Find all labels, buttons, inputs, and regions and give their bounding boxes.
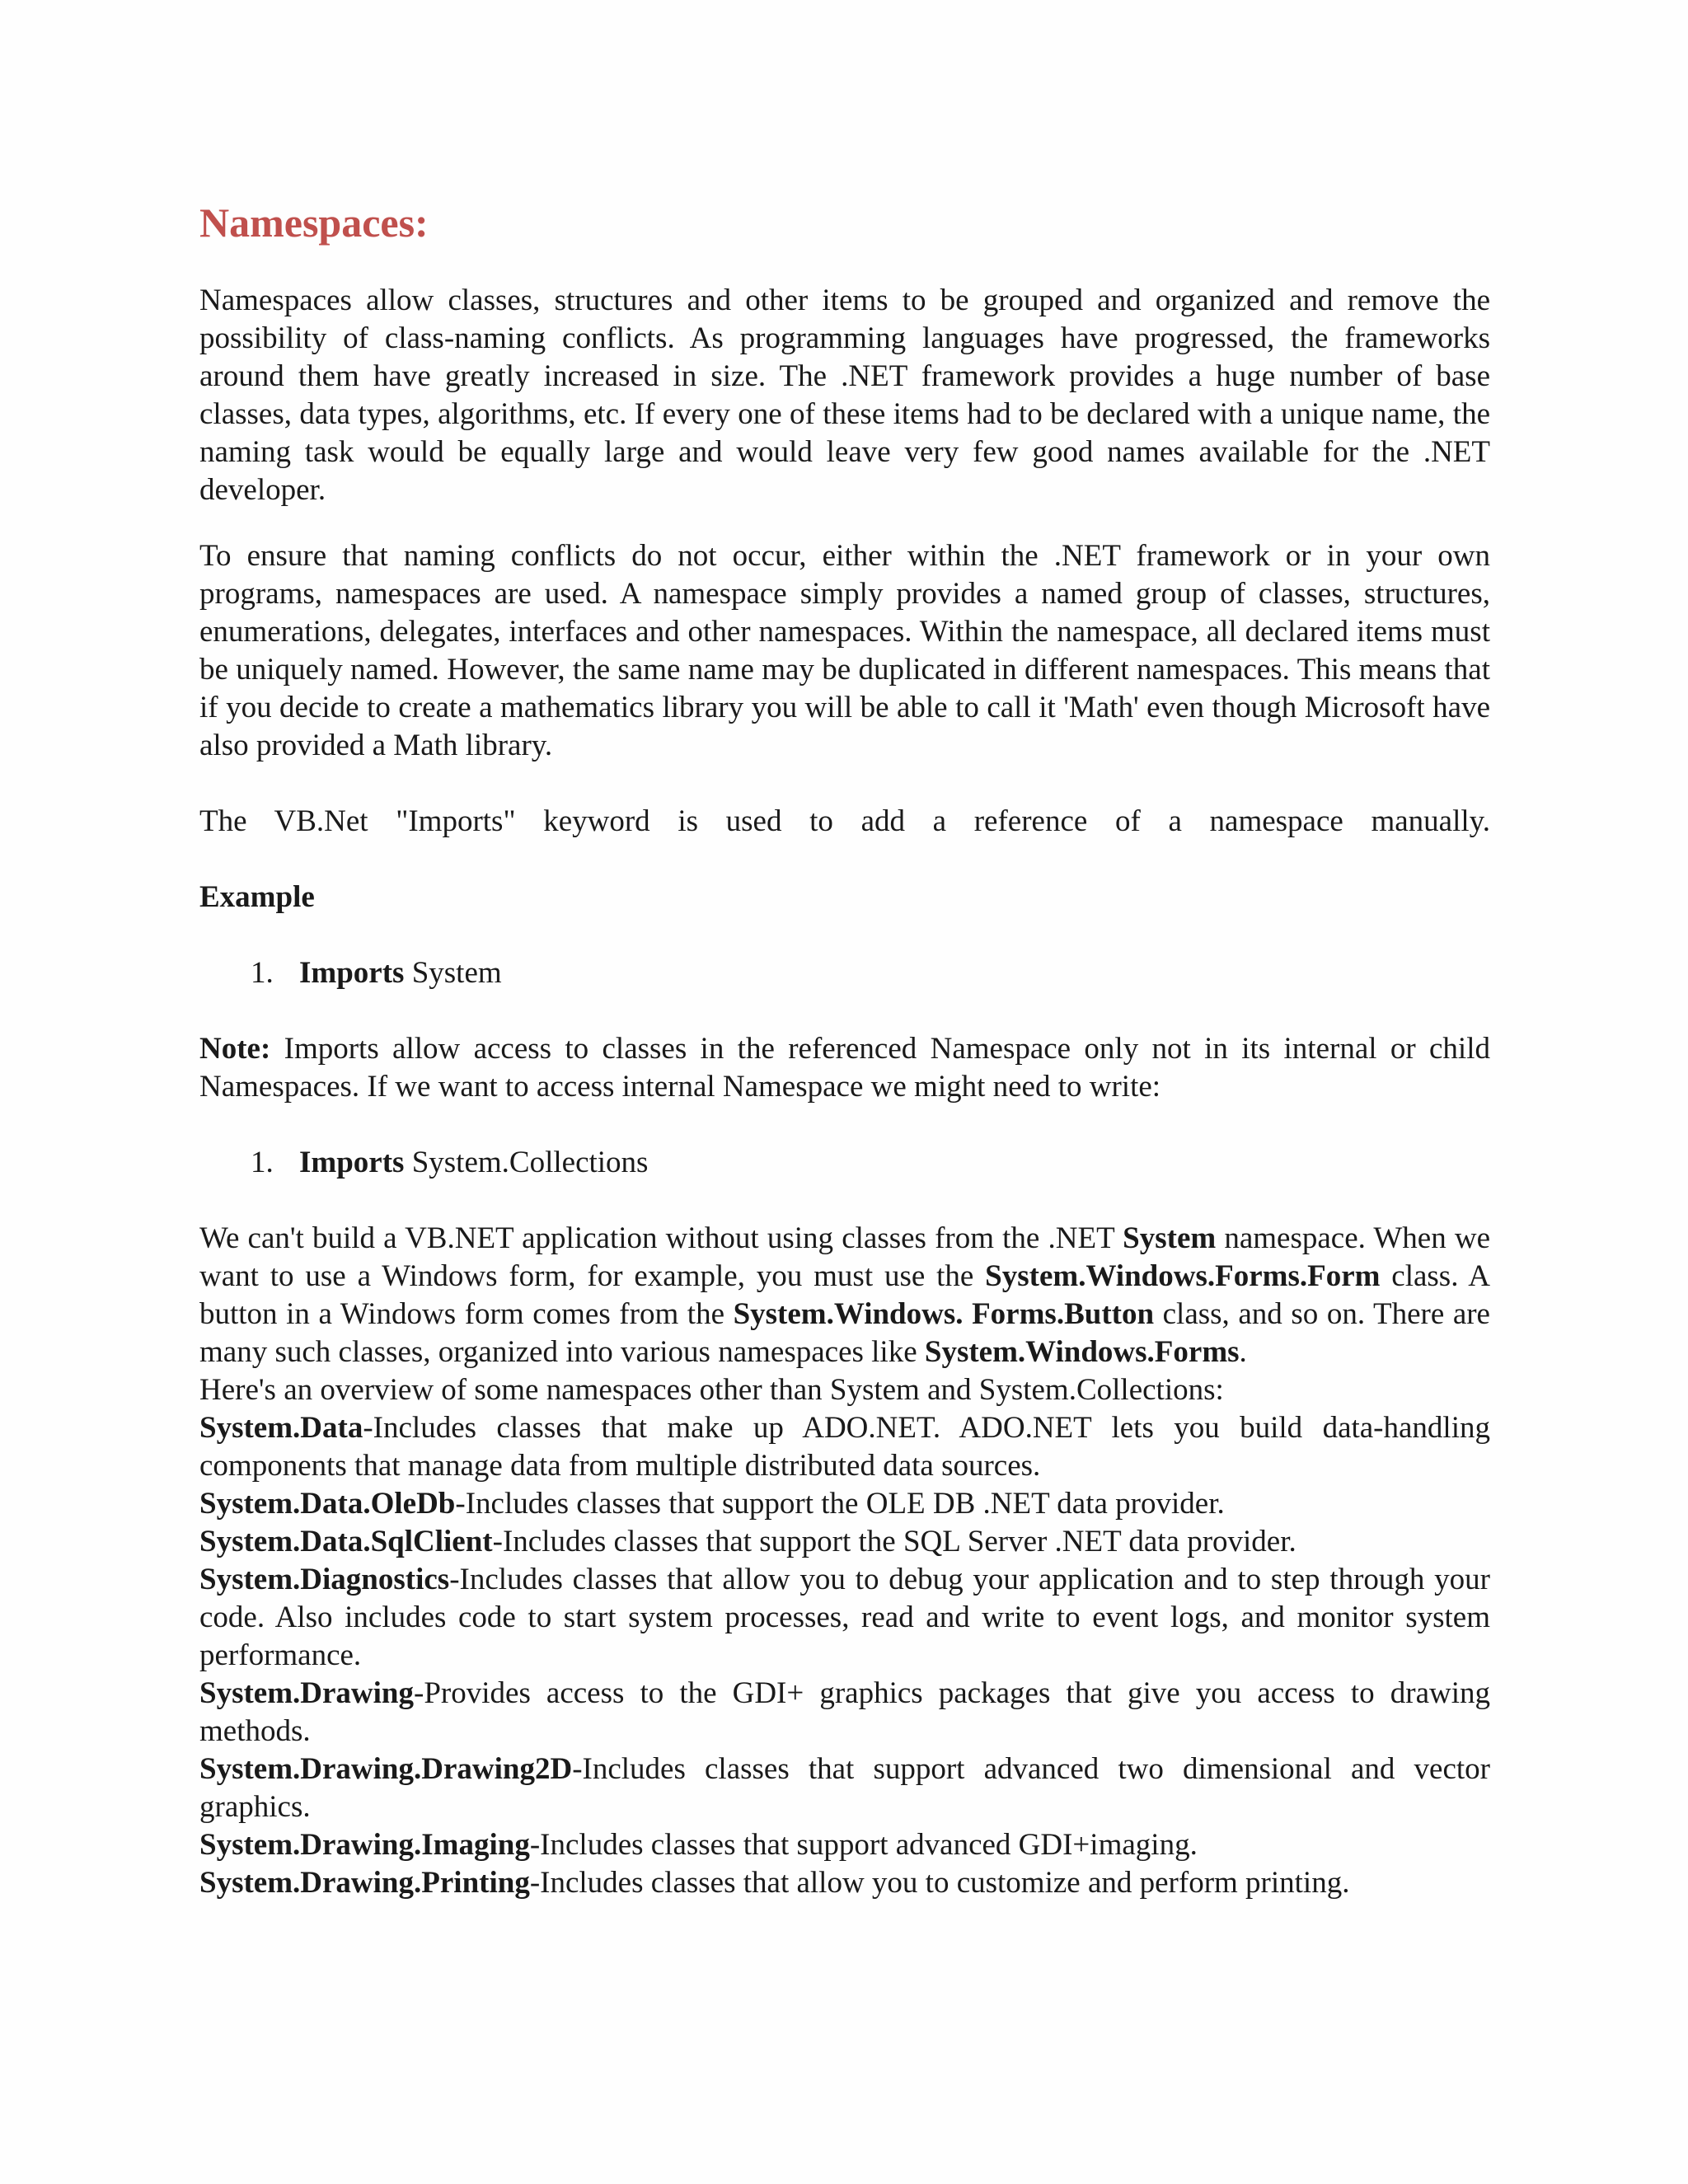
namespace-entry <box>199 1485 1490 1523</box>
namespace-entry <box>199 1675 1490 1750</box>
text-run: We can't build a VB.NET application without using classes from the .NET <box>199 1221 1123 1255</box>
namespace-name: System.Diagnostics <box>199 1563 450 1596</box>
namespace-entry <box>199 1826 1490 1864</box>
namespace-desc: -Includes classes that support the SQL Server .NET data provider. <box>492 1525 1296 1558</box>
note-paragraph <box>199 1030 1490 1106</box>
namespace-desc: -Includes classes that support the OLE DB .NET data provider. <box>455 1487 1225 1521</box>
imports-keyword: Imports <box>299 956 405 990</box>
page-title: Namespaces: <box>199 199 429 246</box>
namespace-entry <box>199 1523 1490 1561</box>
namespace-desc: -Includes classes that allow you to debug your application and to step through your code. Also includes code to start system processes, read and write to event logs, and monitor system performance. <box>199 1563 1490 1672</box>
list-number: 1. <box>251 956 274 990</box>
note-label: Note: <box>199 1032 271 1066</box>
bold-term: System.Windows. Forms.Button <box>733 1297 1155 1331</box>
namespace-name: System.Drawing.Drawing2D <box>199 1752 573 1786</box>
imports-keyword-paragraph: The VB.Net "Imports" keyword is used to add a reference of a namespace manually. <box>199 804 1490 838</box>
namespace-desc: -Provides access to the GDI+ graphics packages that give you access to drawing methods. <box>199 1676 1490 1748</box>
namespace-name: System.Drawing.Imaging <box>199 1828 530 1862</box>
namespace-desc: -Includes classes that make up ADO.NET. ADO.NET lets you build data-handling components that manage data from multiple distributed data sources. <box>199 1411 1490 1483</box>
bold-term: System <box>1123 1221 1217 1255</box>
namespace-name: System.Data <box>199 1411 363 1445</box>
intro-paragraph: Namespaces allow classes, structures and other items to be grouped and organized and remove the possibility of class-naming conflicts. As programming languages have progressed, the frameworks around them have greatly increased in size. The .NET framework provides a huge number of base classes, data types, algorithms, etc. If every one of these items had to be declared with a unique name, the naming task would be equally large and would leave very few good names available for the .NET developer. <box>199 284 1490 507</box>
namespace-name: System.Drawing.Printing <box>199 1866 530 1900</box>
namespace-desc: -Includes classes that support advanced GDI+imaging. <box>529 1828 1198 1862</box>
bold-term: System.Windows.Forms.Form <box>985 1259 1381 1293</box>
code-text: System.Collections <box>404 1146 649 1179</box>
document-content <box>199 198 1490 1902</box>
code-line-1 <box>199 954 1490 992</box>
code-line-2 <box>199 1144 1490 1182</box>
build-paragraph <box>199 1220 1490 1371</box>
imports-keyword: Imports <box>299 1146 405 1179</box>
namespace-desc: -Includes classes that support advanced two dimensional and vector graphics. <box>199 1752 1490 1824</box>
namespace-entry <box>199 1750 1490 1826</box>
example-heading: Example <box>199 880 315 914</box>
namespace-list <box>199 1409 1490 1902</box>
namespace-name: System.Data.OleDb <box>199 1487 456 1521</box>
code-text: System <box>404 956 502 990</box>
text-run: namespace. When we want to use a Windows form, for example, you must use the <box>199 1221 1491 1293</box>
namespace-entry <box>199 1561 1490 1675</box>
text-run: class, and so on. There are many such classes, organized into various namespaces like <box>199 1297 1490 1369</box>
namespace-desc: -Includes classes that allow you to customize and perform printing. <box>529 1866 1350 1900</box>
namespace-entry <box>199 1864 1490 1902</box>
namespace-name: System.Data.SqlClient <box>199 1525 493 1558</box>
bold-term: System.Windows.Forms <box>924 1335 1240 1369</box>
naming-conflicts-paragraph: To ensure that naming conflicts do not occur, either within the .NET framework or in your own programs, namespaces are used. A namespace simply provides a named group of classes, structures, enumerations, delegates, interfaces and other namespaces. Within the namespace, all declared items must be uniquely named. However, the same name may be duplicated in different namespaces. This means that if you decide to create a mathematics library you will be able to call it 'Math' even though Microsoft have also provided a Math library. <box>199 539 1490 762</box>
text-run: . <box>1239 1335 1247 1369</box>
overview-line: Here's an overview of some namespaces other than System and System.Collections: <box>199 1373 1224 1407</box>
note-text: Imports allow access to classes in the referenced Namespace only not in its internal or child Namespaces. If we want to access internal Namespace we might need to write: <box>199 1032 1490 1104</box>
text-run: class. A button in a Windows form comes from the <box>199 1259 1490 1331</box>
list-number: 1. <box>251 1146 274 1179</box>
namespace-entry <box>199 1409 1490 1485</box>
namespace-name: System.Drawing <box>199 1676 415 1710</box>
